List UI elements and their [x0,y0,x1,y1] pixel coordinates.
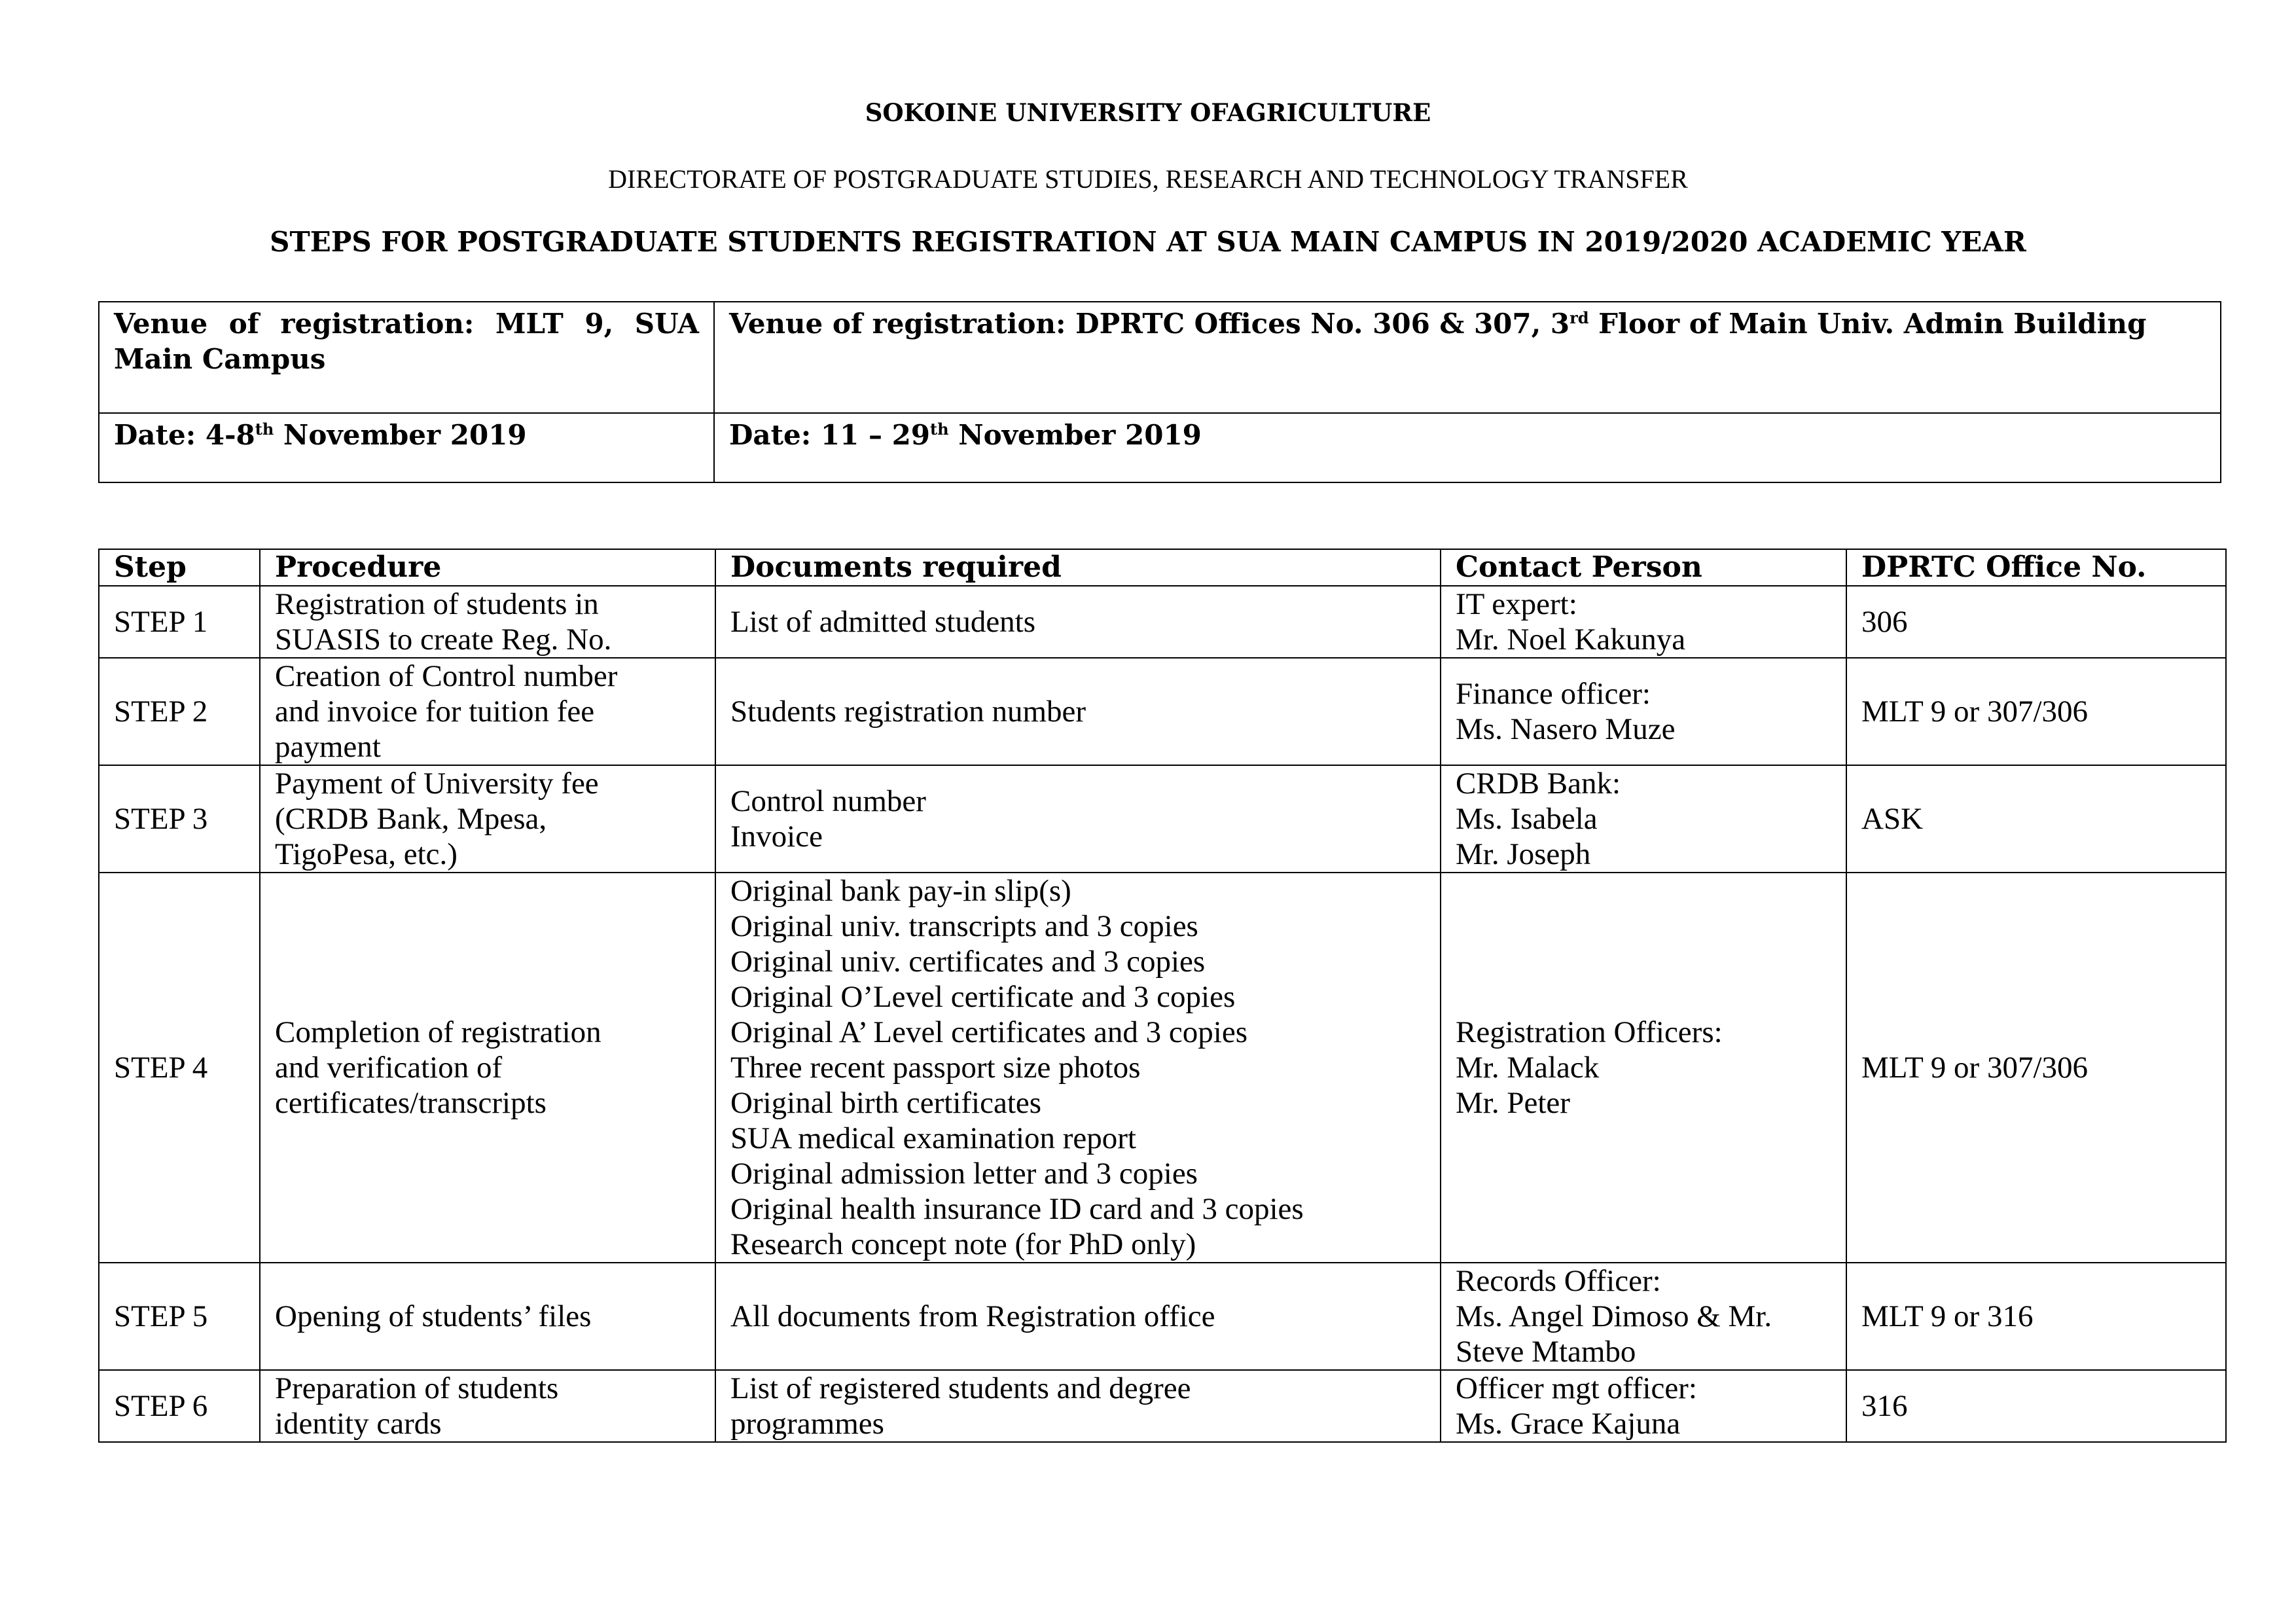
documents-cell-line: SUA medical examination report [730,1121,1136,1155]
document-title: STEPS FOR POSTGRADUATE STUDENTS REGISTRATION AT SUA MAIN CAMPUS IN 2019/2020 ACADEMIC YEAR [270,226,2026,258]
step-cell: STEP 1 [99,586,260,658]
step-cell: STEP 4 [99,873,260,1263]
documents-cell-line: List of admitted students [730,605,1036,639]
contact-cell-line: Mr. Joseph [1456,837,1591,871]
venue-left-cell [99,302,714,413]
header-documents: Documents required [715,549,1441,586]
step-cell: STEP 6 [99,1370,260,1442]
venue-left-text: Venue of registration: MLT 9, SUA Main Campus [114,308,699,375]
documents-cell [715,658,1441,765]
venue-table [98,301,2221,483]
steps-table [98,549,2227,1443]
office-cell: MLT 9 or 307/306 [1846,873,2226,1263]
table-row [99,1370,2226,1442]
date-left-sup: th [255,420,274,439]
table-row [99,586,2226,658]
documents-cell-line: Original univ. transcripts and 3 copies [730,909,1198,943]
office-cell: ASK [1846,765,2226,873]
procedure-cell-line: SUASIS to create Reg. No. [275,623,612,657]
contact-cell [1441,658,1846,765]
venue-right-text: Venue of registration: DPRTC Offices No. 306 & 307, 3 [729,308,1570,340]
contact-cell [1441,873,1846,1263]
documents-cell-line: Original univ. certificates and 3 copies [730,945,1206,979]
documents-cell-line: Research concept note (for PhD only) [730,1227,1196,1261]
contact-cell-line: Ms. Grace Kajuna [1456,1407,1681,1441]
procedure-cell-line: Opening of students’ files [275,1299,592,1333]
procedure-cell [260,873,715,1263]
documents-cell-line: All documents from Registration office [730,1299,1215,1333]
office-cell: MLT 9 or 307/306 [1846,658,2226,765]
documents-cell-line: Original birth certificates [730,1086,1042,1120]
documents-cell [715,586,1441,658]
documents-cell [715,873,1441,1263]
procedure-cell-line: TigoPesa, etc.) [275,837,457,871]
step-cell: STEP 5 [99,1263,260,1370]
contact-cell-line: CRDB Bank: [1456,767,1621,801]
contact-cell-line: Steve Mtambo [1456,1335,1636,1369]
contact-cell-line: Ms. Angel Dimoso & Mr. [1456,1299,1772,1333]
procedure-cell [260,1370,715,1442]
procedure-cell-line: certificates/transcripts [275,1086,547,1120]
procedure-cell-line: Creation of Control number [275,659,618,693]
header-office: DPRTC Office No. [1846,549,2226,586]
documents-cell-line: Students registration number [730,695,1086,729]
date-left-text-end: November 2019 [274,419,527,451]
documents-cell-line: Three recent passport size photos [730,1051,1141,1085]
table-header-row [99,549,2226,586]
contact-cell-line: Ms. Nasero Muze [1456,712,1676,746]
date-left-cell [99,413,714,482]
directorate-name: DIRECTORATE OF POSTGRADUATE STUDIES, RESEARCH AND TECHNOLOGY TRANSFER [608,164,1688,194]
procedure-cell-line: (CRDB Bank, Mpesa, [275,802,547,836]
procedure-cell [260,1263,715,1370]
table-row [99,1263,2226,1370]
procedure-cell-line: Completion of registration [275,1015,601,1049]
documents-cell-line: Invoice [730,820,823,854]
documents-cell-line: Original A’ Level certificates and 3 copies [730,1015,1247,1049]
procedure-cell-line: payment [275,730,381,764]
contact-cell [1441,765,1846,873]
contact-cell [1441,1370,1846,1442]
procedure-cell-line: Payment of University fee [275,767,599,801]
university-name: SOKOINE UNIVERSITY OFAGRICULTURE [865,98,1431,127]
contact-cell-line: Registration Officers: [1456,1015,1723,1049]
documents-cell [715,1370,1441,1442]
procedure-cell-line: and verification of [275,1051,503,1085]
table-row [99,873,2226,1263]
date-right-text: Date: 11 – 29 [729,419,931,451]
documents-cell-line: Original admission letter and 3 copies [730,1157,1198,1191]
procedure-cell [260,765,715,873]
date-row [99,413,2221,482]
venue-right-sup: rd [1570,308,1589,327]
table-row [99,658,2226,765]
documents-cell-line: Control number [730,784,926,818]
contact-cell-line: Mr. Malack [1456,1051,1600,1085]
contact-cell-line: Finance officer: [1456,677,1651,711]
contact-cell [1441,1263,1846,1370]
procedure-cell-line: and invoice for tuition fee [275,695,595,729]
documents-cell-line: List of registered students and degree [730,1371,1191,1405]
documents-cell-line: programmes [730,1407,884,1441]
procedure-cell-line: Preparation of students [275,1371,559,1405]
date-right-cell [714,413,2221,482]
documents-cell [715,765,1441,873]
table-row [99,765,2226,873]
office-cell: MLT 9 or 316 [1846,1263,2226,1370]
contact-cell-line: Officer mgt officer: [1456,1371,1697,1405]
header-procedure: Procedure [260,549,715,586]
steps-table-body [99,586,2226,1442]
date-left-text: Date: 4-8 [114,419,255,451]
documents-cell-line: Original health insurance ID card and 3 copies [730,1192,1304,1226]
documents-cell-line: Original O’Level certificate and 3 copies [730,980,1236,1014]
procedure-cell-line: Registration of students in [275,587,599,621]
date-right-text-end: November 2019 [948,419,1202,451]
office-cell: 306 [1846,586,2226,658]
date-right-sup: th [930,420,949,439]
step-cell: STEP 2 [99,658,260,765]
procedure-cell [260,586,715,658]
step-cell: STEP 3 [99,765,260,873]
documents-cell [715,1263,1441,1370]
venue-right-text-end: Floor of Main Univ. Admin Building [1588,308,2147,340]
procedure-cell [260,658,715,765]
header-step: Step [99,549,260,586]
venue-row [99,302,2221,413]
contact-cell-line: IT expert: [1456,587,1577,621]
contact-cell-line: Mr. Noel Kakunya [1456,623,1686,657]
header-contact: Contact Person [1441,549,1846,586]
contact-cell-line: Ms. Isabela [1456,802,1598,836]
contact-cell [1441,586,1846,658]
venue-right-cell [714,302,2221,413]
office-cell: 316 [1846,1370,2226,1442]
documents-cell-line: Original bank pay-in slip(s) [730,874,1071,908]
contact-cell-line: Records Officer: [1456,1264,1661,1298]
contact-cell-line: Mr. Peter [1456,1086,1570,1120]
procedure-cell-line: identity cards [275,1407,442,1441]
